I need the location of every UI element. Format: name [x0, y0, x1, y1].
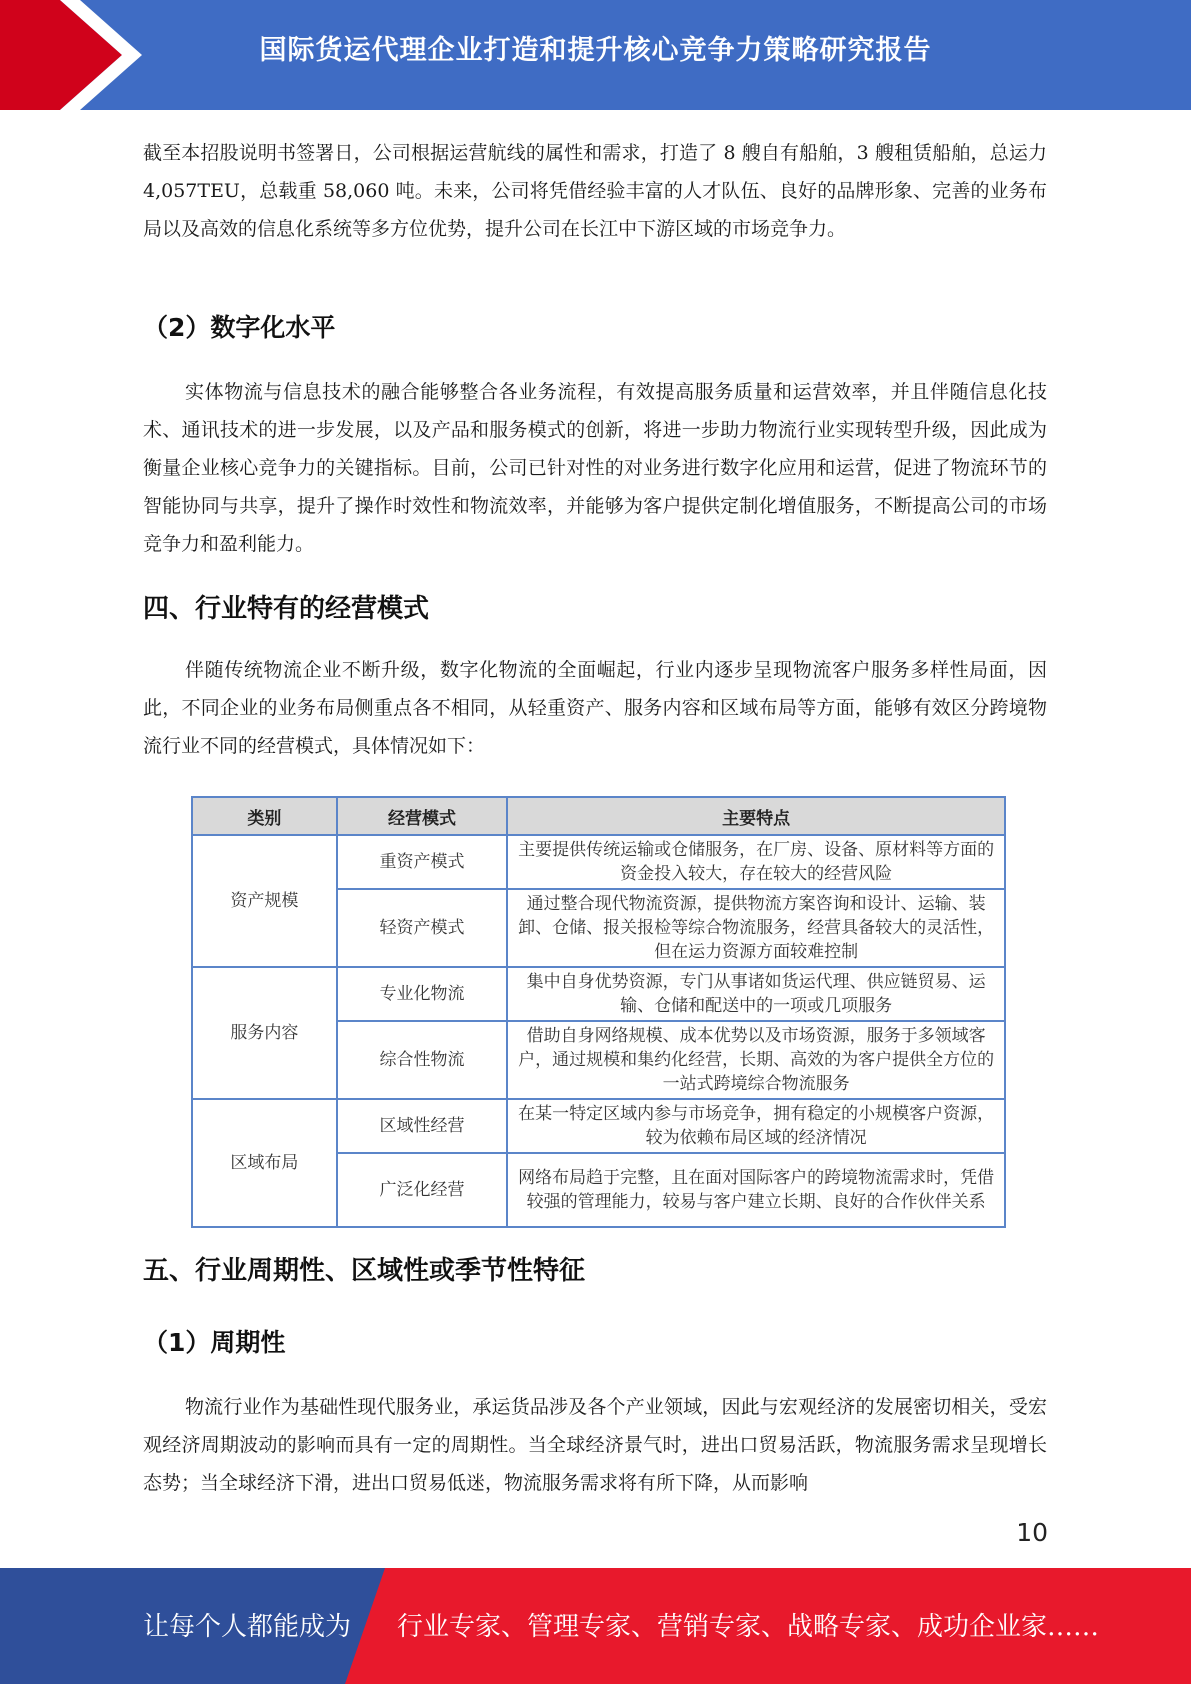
footer-banner [0, 1568, 1191, 1684]
intro-paragraph: 截至本招股说明书签署日，公司根据运营航线的属性和需求，打造了 8 艘自有船舶，3 艘租赁船舶，总运力 4,057TEU，总载重 58,060 吨。未来，公司将凭借经验丰富的人才队伍、良好的品牌形象、完善的业务布局以及高效的信息化系统等多方位优势，提升公司在长江中下游区域的市场竞争力。 [143, 142, 1047, 240]
mode-cell: 专业化物流 [337, 967, 508, 1021]
column-header-mode: 经营模式 [337, 797, 508, 835]
cyclicality-paragraph: 物流行业作为基础性现代服务业，承运货品涉及各个产业领域，因此与宏观经济的发展密切相关，受宏观经济周期波动的影响而具有一定的周期性。当全球经济景气时，进出口贸易活跃，物流服务需求呈现增长态势；当全球经济下滑，进出口贸易低迷，物流服务需求将有所下降，从而影响 [143, 1396, 1047, 1494]
category-cell: 服务内容 [192, 967, 337, 1099]
mode-cell: 综合性物流 [337, 1021, 508, 1099]
report-title: 国际货运代理企业打造和提升核心竞争力策略研究报告 [259, 35, 932, 66]
heading-business-model: 四、行业特有的经营模式 [143, 594, 430, 624]
category-cell: 资产规模 [192, 835, 337, 967]
table-header-row [192, 797, 1005, 835]
feature-cell: 借助自身网络规模、成本优势以及市场资源，服务于多领域客户，通过规模和集约化经营，长期、高效的为客户提供全方位的一站式跨境综合物流服务 [507, 1021, 1005, 1099]
category-cell: 区域布局 [192, 1099, 337, 1227]
table-row [192, 1099, 1005, 1153]
feature-cell: 在某一特定区域内参与市场竞争，拥有稳定的小规模客户资源，较为依赖布局区域的经济情况 [507, 1099, 1005, 1153]
column-header-features: 主要特点 [507, 797, 1005, 835]
mode-cell: 重资产模式 [337, 835, 508, 889]
business-model-table [191, 796, 1006, 1228]
heading-cyclicality: （1）周期性 [143, 1328, 286, 1357]
heading-cyclical-features: 五、行业周期性、区域性或季节性特征 [143, 1256, 586, 1286]
footer-slogan-left: 让每个人都能成为 [143, 1612, 352, 1642]
mode-cell: 轻资产模式 [337, 889, 508, 967]
feature-cell: 通过整合现代物流资源，提供物流方案咨询和设计、运输、装卸、仓储、报关报检等综合物流服务，经营具备较大的灵活性，但在运力资源方面较难控制 [507, 889, 1005, 967]
heading-digital-level: （2）数字化水平 [143, 313, 336, 342]
column-header-category: 类别 [192, 797, 337, 835]
table-row [192, 967, 1005, 1021]
digital-paragraph: 实体物流与信息技术的融合能够整合各业务流程，有效提高服务质量和运营效率，并且伴随信息化技术、通讯技术的进一步发展，以及产品和服务模式的创新，将进一步助力物流行业实现转型升级，因此成为衡量企业核心竞争力的关键指标。目前，公司已针对性的对业务进行数字化应用和运营，促进了物流环节的智能协同与共享，提升了操作时效性和物流效率，并能够为客户提供定制化增值服务，不断提高公司的市场竞争力和盈利能力。 [143, 381, 1047, 555]
table-row [192, 835, 1005, 889]
header-banner [0, 0, 1191, 110]
feature-cell: 主要提供传统运输或仓储服务，在厂房、设备、原材料等方面的资金投入较大，存在较大的经营风险 [507, 835, 1005, 889]
mode-cell: 广泛化经营 [337, 1153, 508, 1227]
page-number: 10 [1016, 1518, 1048, 1547]
feature-cell: 网络布局趋于完整，且在面对国际客户的跨境物流需求时，凭借较强的管理能力，较易与客户建立长期、良好的合作伙伴关系 [507, 1153, 1005, 1227]
mode-cell: 区域性经营 [337, 1099, 508, 1153]
business-model-paragraph: 伴随传统物流企业不断升级，数字化物流的全面崛起，行业内逐步呈现物流客户服务多样性局面，因此，不同企业的业务布局侧重点各不相同，从轻重资产、服务内容和区域布局等方面，能够有效区分跨境物流行业不同的经营模式，具体情况如下： [143, 659, 1047, 757]
feature-cell: 集中自身优势资源，专门从事诸如货运代理、供应链贸易、运输、仓储和配送中的一项或几项服务 [507, 967, 1005, 1021]
footer-slogan-right: 行业专家、管理专家、营销专家、战略专家、成功企业家…… [397, 1612, 1100, 1642]
